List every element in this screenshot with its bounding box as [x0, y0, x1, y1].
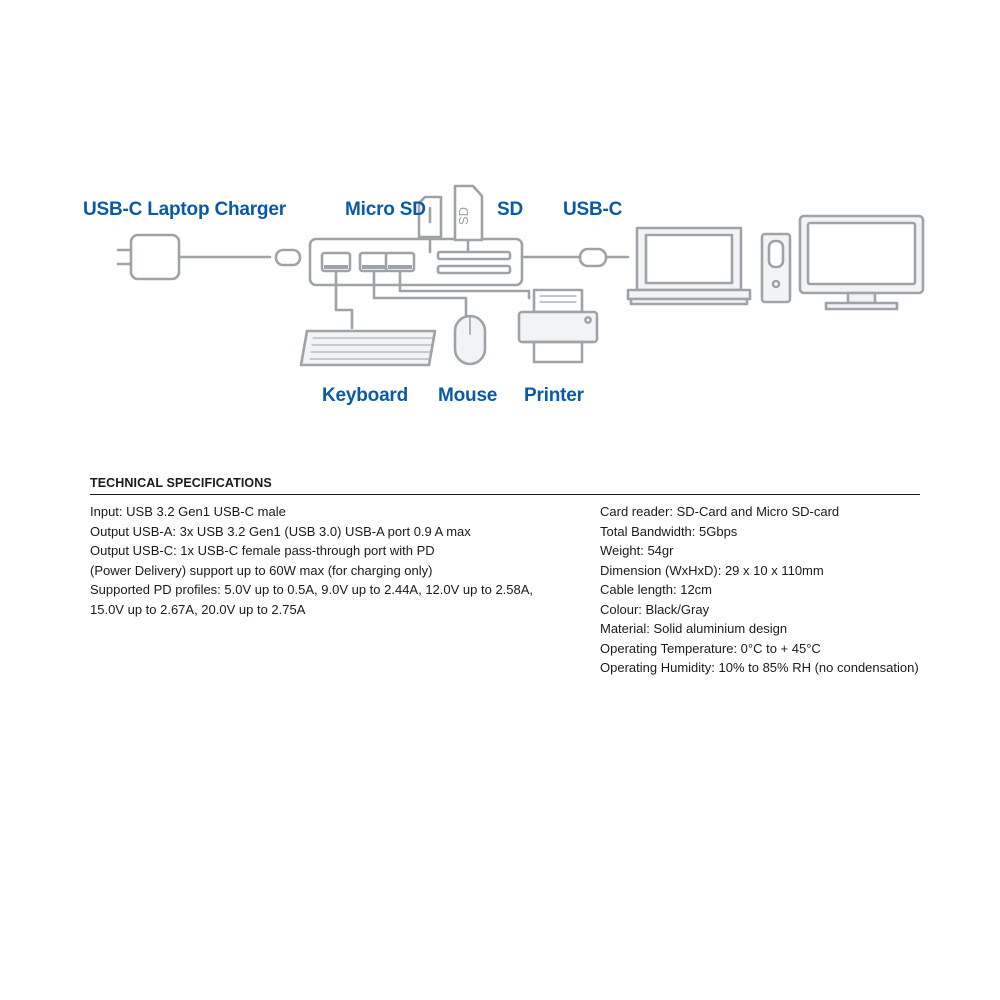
specs-divider: [90, 494, 920, 495]
spec-line: Output USB-C: 1x USB-C female pass-through port with PD: [90, 543, 435, 558]
specs-title: TECHNICAL SPECIFICATIONS: [90, 476, 272, 490]
spec-line: Input: USB 3.2 Gen1 USB-C male: [90, 504, 286, 519]
spec-line: Output USB-A: 3x USB 3.2 Gen1 (USB 3.0) USB-A port 0.9 A max: [90, 523, 471, 539]
label-micro-sd: Micro SD: [345, 199, 426, 220]
label-keyboard: Keyboard: [322, 385, 409, 406]
label-sd: SD: [497, 199, 523, 220]
usb-c-male-connector-icon: [276, 250, 300, 265]
label-mouse: Mouse: [438, 385, 498, 406]
label-printer: Printer: [524, 385, 584, 406]
diagram-svg: [0, 0, 1000, 460]
spec-line: (Power Delivery) support up to 60W max (for charging only): [90, 562, 433, 578]
spec-line: Cable length: 12cm: [600, 582, 713, 597]
spec-line: Card reader: SD-Card and Micro SD-card: [600, 504, 840, 519]
spec-line: 15.0V up to 2.67A, 20.0V up to 2.75A: [90, 601, 306, 617]
spec-line: Dimension (WxHxD): 29 x 10 x 110mm: [600, 562, 824, 578]
spec-line: Colour: Black/Gray: [600, 601, 710, 617]
specs-columns: [90, 502, 920, 678]
spec-line: Operating Temperature: 0°C to + 45°C: [600, 640, 821, 656]
specs-right-column: [600, 502, 920, 678]
svg-text:SD: SD: [456, 206, 471, 226]
label-usb-c-laptop-charger: USB-C Laptop Charger: [83, 199, 286, 220]
spec-line: Supported PD profiles: 5.0V up to 0.5A, 9.0V up to 2.44A, 12.0V up to 2.58A,: [90, 582, 534, 597]
technical-specifications-section: [90, 476, 920, 678]
charger-plug-icon: [118, 235, 179, 279]
monitor-icon: [800, 216, 923, 309]
specs-left-column: [90, 502, 600, 619]
laptop-icon: [628, 228, 750, 304]
sd-card-icon: [455, 186, 482, 240]
usb-c-passthrough-connector-icon: [580, 249, 606, 266]
mouse-icon: [455, 316, 485, 364]
spec-line: Material: Solid aluminium design: [600, 621, 788, 636]
label-usb-c: USB-C: [563, 199, 623, 220]
printer-icon: [519, 290, 597, 362]
desktop-tower-icon: [762, 234, 790, 302]
spec-line: Weight: 54gr: [600, 543, 674, 558]
connection-diagram: [0, 0, 1000, 460]
keyboard-icon: [301, 331, 435, 365]
hub-body-icon: [310, 239, 522, 285]
spec-line: Operating Humidity: 10% to 85% RH (no condensation): [600, 660, 919, 675]
spec-line: Total Bandwidth: 5Gbps: [600, 523, 738, 539]
